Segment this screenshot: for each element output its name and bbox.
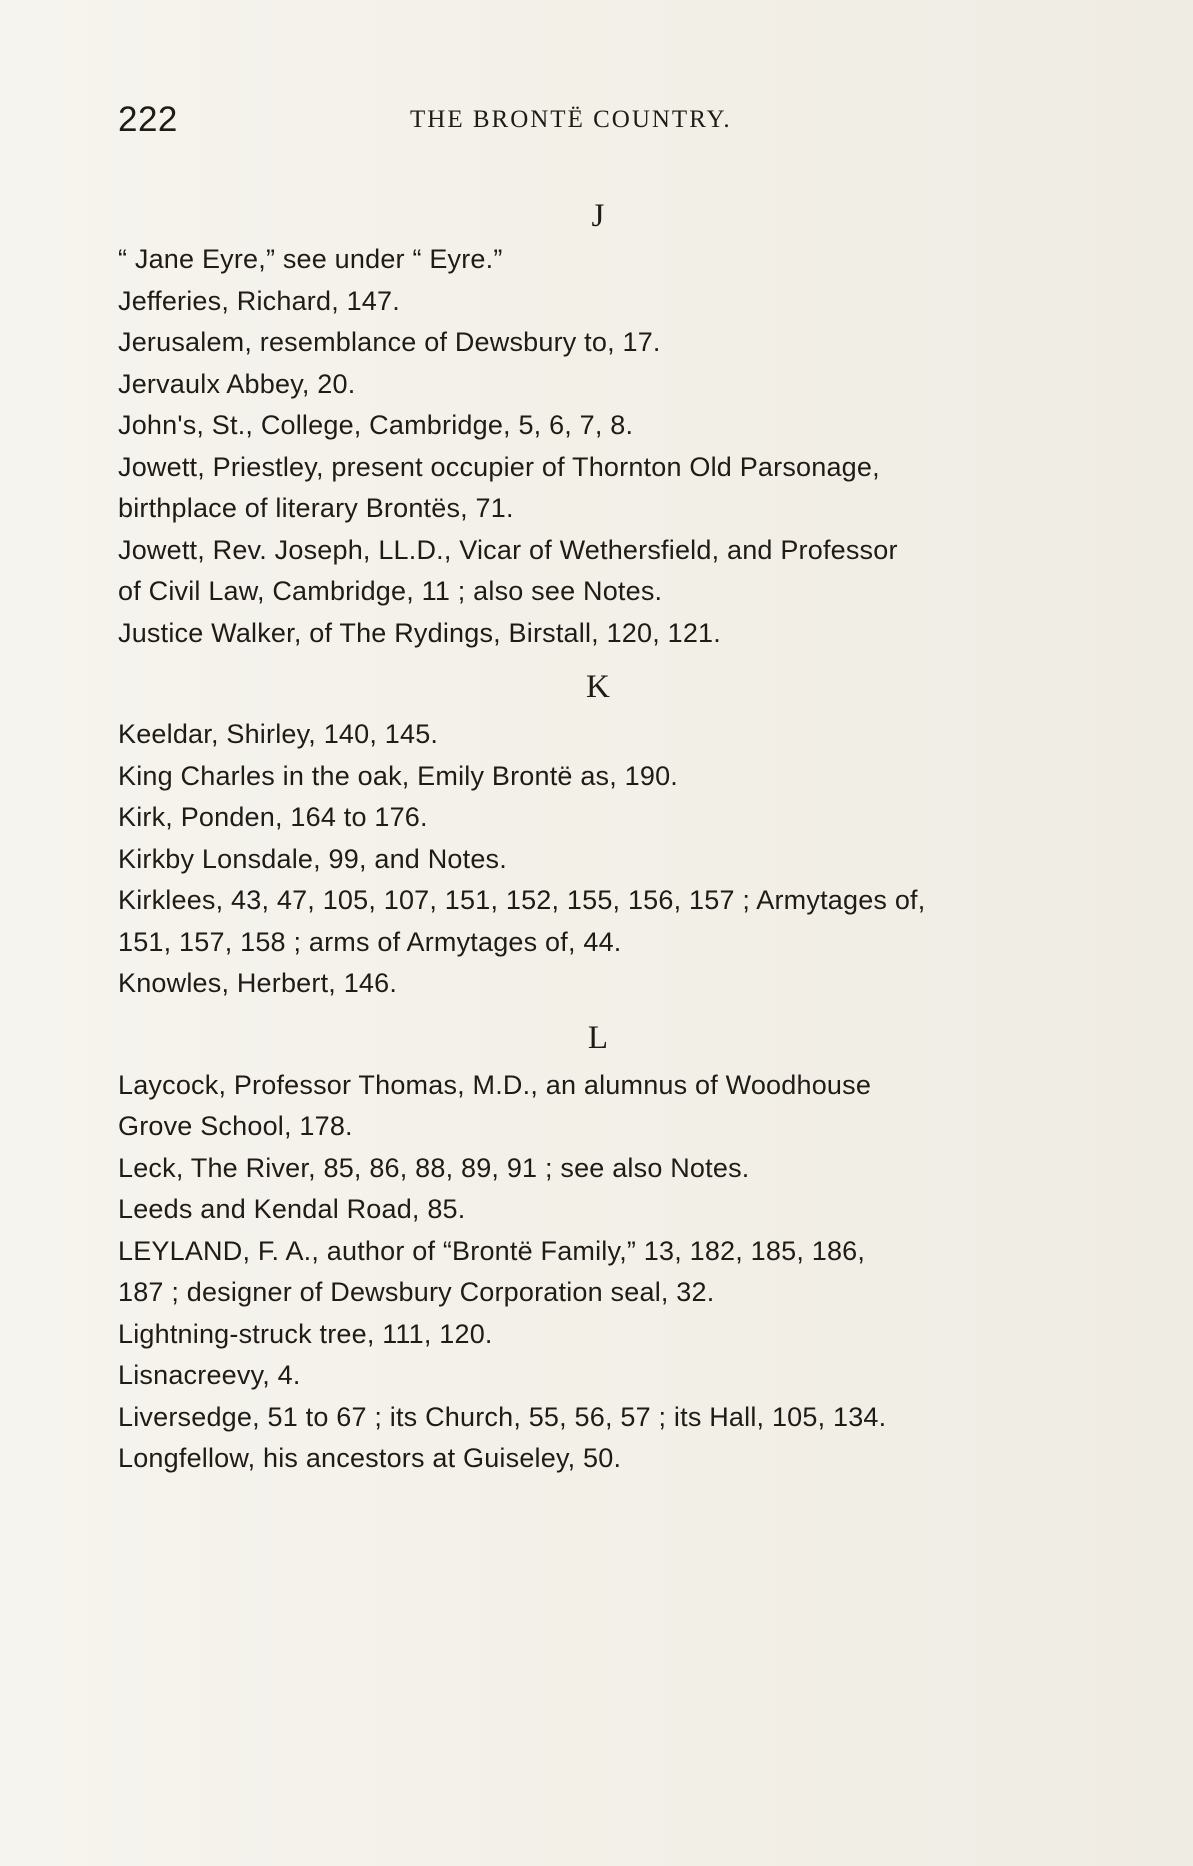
running-title: THE BRONTË COUNTRY.	[410, 106, 732, 133]
index-entry	[118, 1314, 1078, 1356]
entry-line: Knowles, Herbert, 146.	[118, 968, 398, 998]
index-entry	[118, 1189, 1078, 1231]
entry-line: Jefferies, Richard, 147.	[118, 285, 400, 316]
section-gap	[118, 1005, 1078, 1015]
page-header	[118, 100, 1078, 140]
index-entry	[118, 1397, 1078, 1439]
entry-line: John's, St., College, Cambridge, 5, 6, 7, 8.	[118, 410, 634, 440]
entry-line: Keeldar, Shirley, 140, 145.	[118, 719, 439, 749]
index-entry	[118, 797, 1078, 839]
entry-line: Leck, The River, 85, 86, 88, 89, 91 ; see also Notes.	[118, 1152, 750, 1183]
entry-line: Jerusalem, resemblance of Dewsbury to, 17.	[118, 327, 661, 357]
index-entry	[118, 405, 1078, 447]
index-entry	[118, 756, 1078, 798]
index-entry	[118, 1148, 1078, 1190]
section-letter: J	[591, 198, 605, 234]
entry-line: 151, 157, 158 ; arms of Armytages of, 44.	[118, 926, 622, 957]
entry-line: Leeds and Kendal Road, 85.	[118, 1194, 466, 1224]
index-entry	[118, 880, 1078, 963]
index-section-k	[118, 664, 1078, 1005]
entry-line: Jowett, Priestley, present occupier of Thornton Old Parsonage,	[118, 451, 880, 482]
entry-line: LEYLAND, F. A., author of “Brontë Family,” 13, 182, 185, 186,	[118, 1235, 866, 1266]
entry-line: birthplace of literary Brontës, 71.	[118, 493, 514, 523]
section-gap	[118, 654, 1078, 664]
entry-line: Jowett, Rev. Joseph, LL.D., Vicar of Wethersfield, and Professor	[118, 534, 898, 565]
entry-line: Lightning-struck tree, 111, 120.	[118, 1318, 493, 1349]
entry-line: Liversedge, 51 to 67 ; its Church, 55, 56, 57 ; its Hall, 105, 134.	[118, 1401, 887, 1432]
entry-line: Kirkby Lonsdale, 99, and Notes.	[118, 843, 507, 874]
page-number: 222	[118, 100, 178, 139]
index-entry	[118, 530, 1078, 613]
index-entry	[118, 281, 1078, 323]
entry-line: Grove School, 178.	[118, 1111, 353, 1141]
entry-line: Lisnacreevy, 4.	[118, 1360, 301, 1390]
section-letter: L	[587, 1019, 609, 1056]
entry-line: Laycock, Professor Thomas, M.D., an alumnus of Woodhouse	[118, 1069, 872, 1100]
index-entry	[118, 322, 1078, 364]
entry-line: Justice Walker, of The Rydings, Birstall, 120, 121.	[118, 617, 721, 648]
entry-line: Kirklees, 43, 47, 105, 107, 151, 152, 155, 156, 157 ; Armytages of,	[118, 885, 926, 915]
index-content	[118, 193, 1078, 1480]
entry-line: “ Jane Eyre,” see under “ Eyre.”	[118, 244, 503, 274]
index-entry	[118, 963, 1078, 1005]
index-entry	[118, 239, 1078, 281]
index-entry	[118, 447, 1078, 530]
index-entry	[118, 1438, 1078, 1480]
section-letter: K	[585, 669, 611, 705]
entry-line: of Civil Law, Cambridge, 11 ; also see Notes.	[118, 576, 663, 606]
index-entry	[118, 1065, 1078, 1148]
index-entry	[118, 714, 1078, 756]
index-entry	[118, 1355, 1078, 1397]
entry-line: Longfellow, his ancestors at Guiseley, 50.	[118, 1443, 622, 1473]
entry-line: 187 ; designer of Dewsbury Corporation seal, 32.	[118, 1277, 715, 1307]
index-section-j	[118, 193, 1078, 654]
index-entry	[118, 613, 1078, 655]
index-entry	[118, 839, 1078, 881]
index-section-l	[118, 1015, 1078, 1480]
index-entry	[118, 1231, 1078, 1314]
entry-line: Jervaulx Abbey, 20.	[118, 368, 356, 399]
entry-line: Kirk, Ponden, 164 to 176.	[118, 802, 428, 832]
index-entry	[118, 364, 1078, 406]
entry-line: King Charles in the oak, Emily Brontë as, 190.	[118, 760, 678, 791]
